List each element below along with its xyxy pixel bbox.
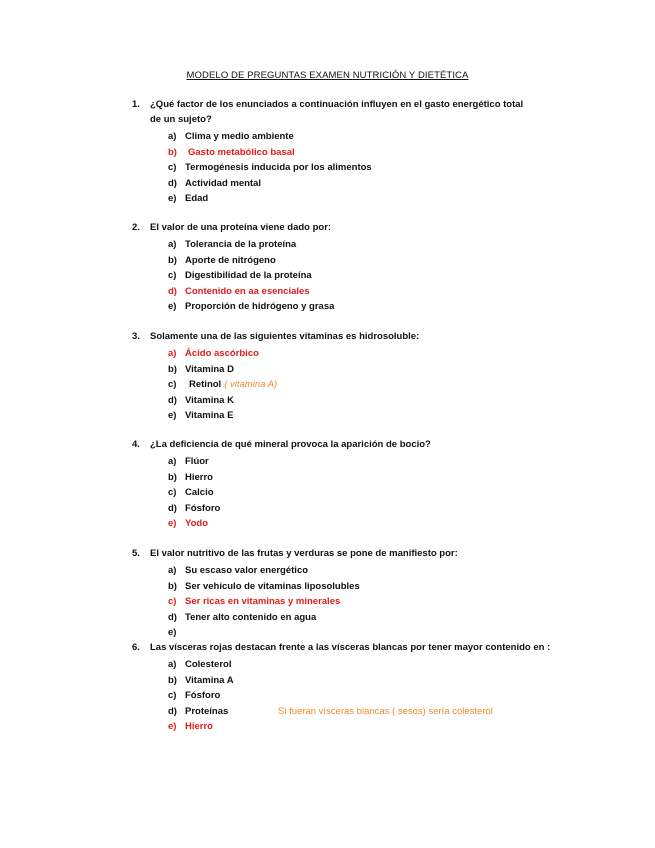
question-stem — [132, 97, 535, 127]
option-letter: a) — [168, 565, 177, 576]
option-c — [0, 377, 655, 393]
option-letter: b) — [168, 471, 177, 483]
option-text: Hierro — [185, 471, 213, 483]
option-letter: c) — [168, 162, 177, 174]
option-letter: d) — [168, 177, 177, 189]
annotation-note: Si fueran vísceras blancas ( sesos) sería colesterol — [278, 705, 493, 717]
question-number: 3. — [132, 331, 140, 342]
option-text: Calcio — [185, 487, 214, 499]
option-d — [0, 501, 655, 517]
question-6 — [0, 640, 655, 735]
option-text: Ser vehículo de vitaminas liposolubles — [185, 580, 360, 592]
option-a — [0, 657, 655, 673]
question-stem — [132, 329, 535, 344]
option-e — [0, 625, 655, 641]
question-number: 1. — [132, 99, 140, 110]
option-letter: c) — [168, 487, 177, 499]
option-b-correct-answer — [0, 145, 655, 161]
option-letter: a) — [168, 131, 177, 142]
option-letter: b) — [168, 674, 177, 686]
question-text: Las vísceras rojas destacan frente a las vísceras blancas por tener mayor contenido en : — [150, 642, 551, 653]
option-letter: c) — [168, 270, 177, 282]
option-letter: d) — [168, 705, 177, 717]
option-letter: a) — [168, 239, 177, 250]
option-text: Proporción de hidrógeno y grasa — [185, 301, 335, 313]
question-2 — [0, 220, 655, 315]
option-letter: b) — [168, 580, 177, 592]
option-letter: e) — [168, 721, 177, 733]
option-text: Ácido ascórbico — [185, 348, 259, 359]
question-number: 4. — [132, 439, 140, 450]
option-text: Colesterol — [185, 659, 232, 670]
option-list — [0, 346, 655, 424]
option-b — [0, 470, 655, 486]
option-letter: e) — [168, 410, 177, 422]
option-letter: e) — [168, 193, 177, 205]
document-title: MODELO DE PREGUNTAS EXAMEN NUTRICIÓN Y DIETÉTICA — [186, 70, 469, 81]
option-list — [0, 237, 655, 315]
question-number: 5. — [132, 548, 140, 559]
option-text: Ser ricas en vitaminas y minerales — [185, 596, 341, 608]
option-text: Clima y medio ambiente — [185, 131, 294, 142]
option-letter: c) — [168, 379, 177, 391]
option-b — [0, 253, 655, 269]
option-letter: a) — [168, 456, 177, 467]
question-3 — [0, 329, 655, 424]
option-list — [0, 129, 655, 207]
question-text: Solamente una de las siguientes vitaminas es hidrosoluble: — [150, 331, 420, 342]
option-text: Fósforo — [185, 690, 221, 702]
option-letter: b) — [168, 146, 177, 158]
option-d-correct-answer — [0, 284, 655, 300]
question-text: ¿Qué factor de los enunciados a continuación influyen en el gasto energético total de un sujeto? — [150, 99, 524, 125]
option-text: Actividad mental — [185, 177, 262, 189]
option-c-correct-answer — [0, 594, 655, 610]
option-letter: b) — [168, 363, 177, 375]
option-list — [0, 657, 655, 735]
option-text: Vitamina A — [185, 674, 234, 686]
question-text: El valor de una proteína viene dado por: — [150, 222, 332, 233]
option-e — [0, 408, 655, 424]
option-letter: c) — [168, 596, 177, 608]
option-letter: a) — [168, 659, 177, 670]
option-letter: c) — [168, 690, 177, 702]
question-4 — [0, 437, 655, 532]
option-letter: e) — [168, 627, 177, 639]
question-text: El valor nutritivo de las frutas y verduras se pone de manifiesto por: — [150, 548, 458, 559]
option-letter: e) — [168, 518, 177, 530]
option-letter: a) — [168, 348, 177, 359]
option-text: Contenido en aa esenciales — [185, 285, 310, 297]
option-letter: d) — [168, 285, 177, 297]
option-text: Yodo — [185, 518, 209, 530]
option-letter: d) — [168, 611, 177, 623]
option-a — [0, 454, 655, 470]
option-text: Flúor — [185, 456, 209, 467]
option-a — [0, 237, 655, 253]
option-text: Digestibilidad de la proteína — [185, 270, 312, 282]
option-text: Termogénesis inducida por los alimentos — [185, 162, 372, 174]
option-list — [0, 454, 655, 532]
option-c — [0, 268, 655, 284]
option-text: Tolerancia de la proteína — [185, 239, 297, 250]
question-stem — [132, 546, 535, 561]
option-e — [0, 191, 655, 207]
option-text: Retinol — [189, 379, 222, 391]
option-letter: d) — [168, 502, 177, 514]
option-a — [0, 563, 655, 579]
option-d — [0, 610, 655, 626]
annotation-note: ( vitamina A) — [224, 379, 278, 391]
question-stem — [132, 437, 535, 452]
question-5 — [0, 546, 655, 641]
option-e-correct-answer — [0, 719, 655, 735]
option-c — [0, 688, 655, 704]
option-b — [0, 673, 655, 689]
option-text: Edad — [185, 193, 209, 205]
option-text: Vitamina K — [185, 394, 234, 406]
option-b — [0, 362, 655, 378]
option-letter: b) — [168, 254, 177, 266]
question-number: 2. — [132, 222, 140, 233]
option-c — [0, 160, 655, 176]
question-stem — [132, 640, 570, 655]
option-d — [0, 176, 655, 192]
question-number: 6. — [132, 642, 140, 653]
option-c — [0, 485, 655, 501]
option-b — [0, 579, 655, 595]
option-letter: d) — [168, 394, 177, 406]
question-stem — [132, 220, 535, 235]
option-e — [0, 299, 655, 315]
option-text: Gasto metabólico basal — [188, 146, 295, 158]
option-text: Proteínas — [185, 705, 229, 717]
question-1 — [0, 97, 655, 207]
option-e-correct-answer — [0, 516, 655, 532]
option-text: Fósforo — [185, 502, 221, 514]
option-d — [0, 393, 655, 409]
option-a — [0, 129, 655, 145]
option-text: Vitamina D — [185, 363, 234, 375]
question-text: ¿La deficiencia de qué mineral provoca la aparición de bocio? — [150, 439, 431, 450]
option-list — [0, 563, 655, 641]
option-text: Tener alto contenido en agua — [185, 611, 317, 623]
option-text: Vitamina E — [185, 410, 234, 422]
option-a-correct-answer — [0, 346, 655, 362]
option-text: Su escaso valor energético — [185, 565, 309, 576]
option-text: Hierro — [185, 721, 213, 733]
option-letter: e) — [168, 301, 177, 313]
option-d — [0, 704, 655, 720]
option-text: Aporte de nitrógeno — [185, 254, 276, 266]
option-text-with-note — [189, 377, 277, 393]
